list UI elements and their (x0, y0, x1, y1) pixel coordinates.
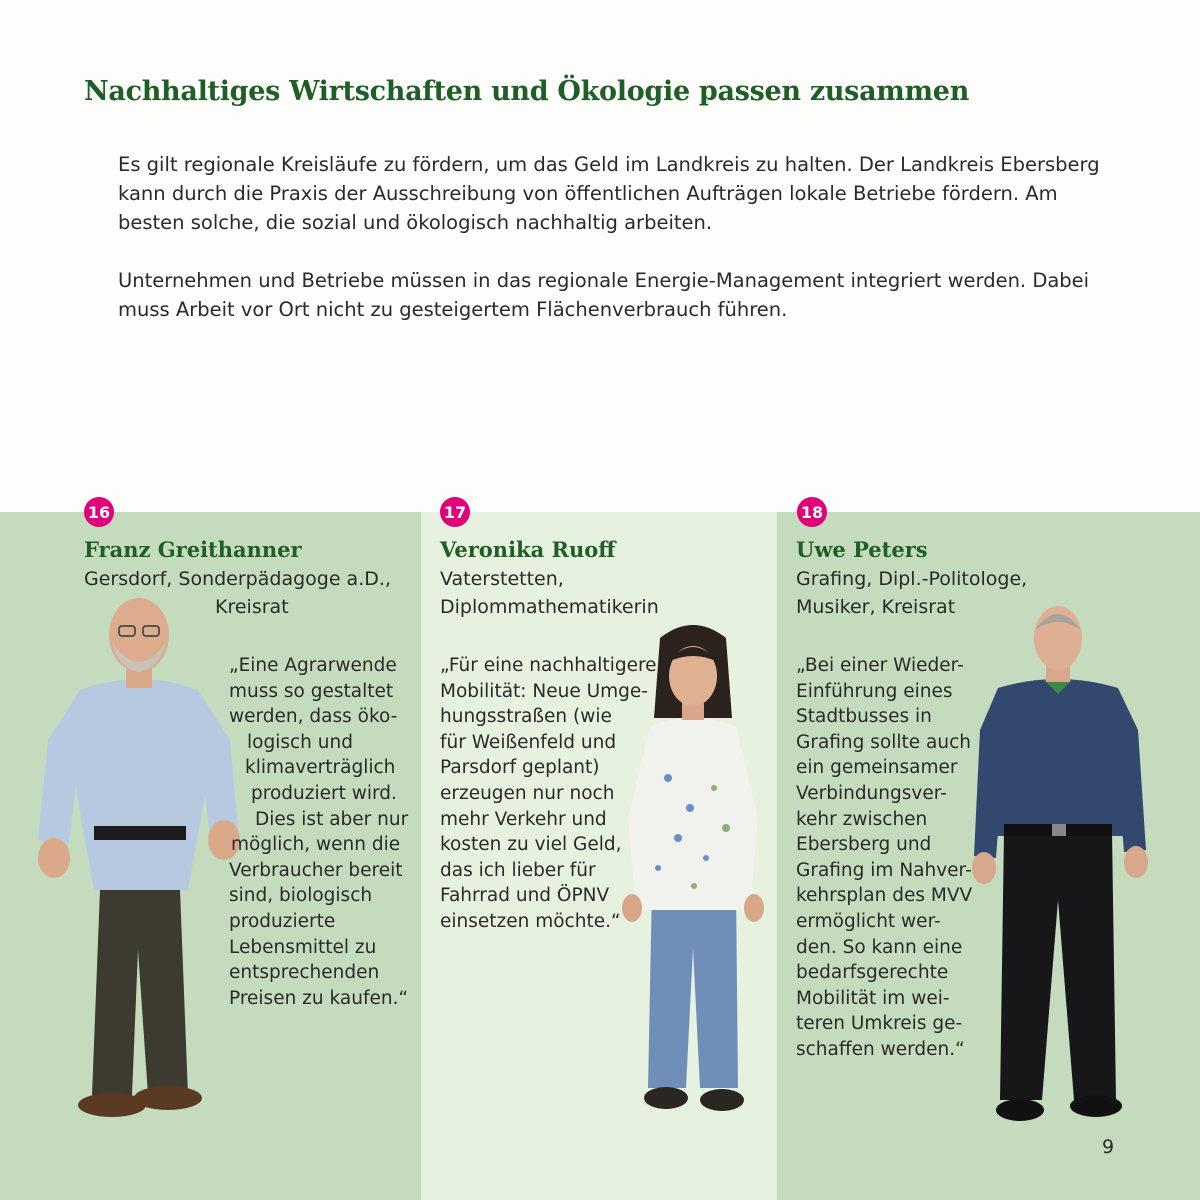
page-heading: Nachhaltiges Wirtschaften und Ökologie passen zusammen (84, 76, 970, 107)
quote-line: für Weißenfeld und (440, 731, 617, 753)
quote-line: Fahrrad und ÖPNV (440, 885, 610, 907)
quote-line: hungsstraßen (wie (440, 706, 612, 728)
quote-line: einsetzen möchte.“ (440, 910, 621, 932)
intro-paragraph-1 (118, 150, 1128, 237)
page-number: 9 (1102, 1136, 1115, 1158)
candidate-name: Franz Greithanner (84, 537, 302, 562)
candidate-quote (229, 653, 408, 1011)
quote-line: klimaverträglich (245, 757, 396, 779)
quote-line: Grafing im Nahver- (796, 859, 972, 881)
quote-line: schaffen werden.“ (796, 1038, 965, 1060)
quote-line: muss so gestaltet (229, 680, 394, 702)
candidate-photo-16 (20, 590, 250, 1135)
quote-line: Einführung eines (796, 680, 953, 702)
role-line: Vaterstetten, (440, 568, 564, 590)
quote-line: Dies ist aber nur (255, 808, 409, 830)
quote-line: produzierte (229, 910, 336, 932)
quote-line: erzeugen nur noch (440, 782, 615, 804)
quote-line: logisch und (247, 731, 353, 753)
quote-line: „Bei einer Wieder- (796, 655, 964, 676)
list-number-badge: 16 (84, 497, 114, 527)
quote-line: Grafing sollte auch (796, 731, 971, 753)
quote-line: Stadtbusses in (796, 706, 932, 728)
role-line: Musiker, Kreisrat (796, 596, 956, 618)
quote-line: teren Umkreis ge- (796, 1013, 963, 1035)
quote-line: sind, biologisch (229, 885, 373, 907)
intro-line: Unternehmen und Betriebe müssen in das regionale Energie-Management integriert werden. Dabei (118, 269, 1090, 292)
quote-line: Mobilität im wei- (796, 987, 950, 1009)
candidate-name: Uwe Peters (796, 537, 928, 562)
quote-line: ein gemeinsamer (796, 757, 958, 779)
quote-line: Lebensmittel zu (229, 936, 377, 958)
candidate-role (796, 565, 1027, 621)
candidate-role (84, 565, 391, 621)
intro-paragraph-2 (118, 266, 1128, 324)
quote-line: mehr Verkehr und (440, 808, 607, 830)
quote-line: entsprechenden (229, 962, 380, 984)
role-line: Gersdorf, Sonderpädagoge a.D., (84, 568, 391, 590)
quote-line: Ebersberg und (796, 834, 932, 856)
intro-line: Es gilt regionale Kreisläufe zu fördern, um das Geld im Landkreis zu halten. Der Landkreis Ebersberg (118, 153, 1100, 176)
quote-line: Verbraucher bereit (229, 859, 403, 881)
quote-line: Preisen zu kaufen.“ (229, 987, 409, 1009)
quote-line: Parsdorf geplant) (440, 757, 600, 779)
role-line: Kreisrat (215, 596, 289, 618)
candidate-quote (796, 653, 972, 1063)
quote-line: bedarfsgerechte (796, 962, 949, 984)
list-number-badge: 17 (440, 497, 470, 527)
quote-line: Verbindungsver- (796, 782, 947, 804)
intro-line: muss Arbeit vor Ort nicht zu gesteigertem Flächenverbrauch führen. (118, 298, 788, 321)
candidate-photo-18 (968, 600, 1158, 1130)
quote-line: den. So kann eine (796, 936, 963, 958)
role-line: Grafing, Dipl.-Politologe, (796, 568, 1028, 590)
candidate-name: Veronika Ruoff (440, 537, 616, 562)
quote-line: kehr zwischen (796, 808, 928, 830)
quote-line: das ich lieber für (440, 859, 596, 881)
candidate-quote (440, 653, 657, 935)
intro-text (118, 150, 1128, 353)
role-line: Diplommathematikerin (440, 596, 659, 618)
quote-line: kehrsplan des MVV (796, 885, 973, 907)
quote-line: werden, dass öko- (229, 706, 398, 728)
list-number-badge: 18 (797, 497, 827, 527)
quote-line: „Für eine nachhaltigere (440, 655, 657, 676)
quote-line: Mobilität: Neue Umge- (440, 680, 648, 702)
quote-line: produziert wird. (251, 782, 397, 804)
intro-line: kann durch die Praxis der Ausschreibung von öffentlichen Aufträgen lokale Betriebe fördern. Am (118, 182, 1058, 205)
quote-line: möglich, wenn die (231, 834, 401, 856)
quote-line: „Eine Agrarwende (229, 655, 397, 676)
quote-line: kosten zu viel Geld, (440, 834, 622, 856)
quote-line: ermöglicht wer- (796, 910, 941, 932)
candidate-role (440, 565, 659, 621)
intro-line: besten solche, die sozial und ökologisch nachhaltig arbeiten. (118, 211, 713, 234)
